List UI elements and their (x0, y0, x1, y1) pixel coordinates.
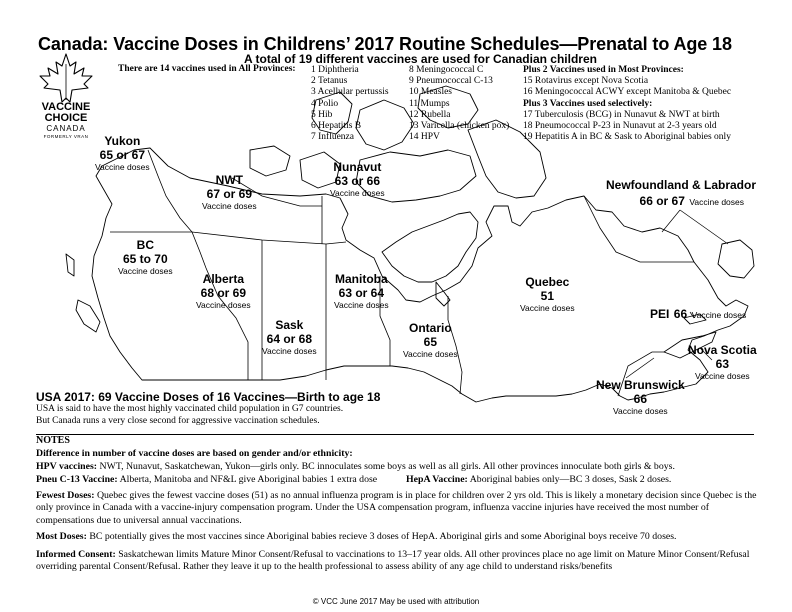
region-name: Newfoundland & Labrador (606, 178, 756, 192)
vaccine-item: 15 Rotavirus except Nova Scotia (523, 76, 649, 87)
note-text: Alberta, Manitoba and NF&L give Aboriginal babies 1 extra dose (119, 474, 378, 485)
vaccine-list-col1 (311, 65, 389, 143)
vaccine-item: 4 Polio (311, 98, 339, 109)
note-label: HepA Vaccine: (406, 474, 468, 485)
region-label: Vaccine doses (202, 201, 257, 211)
note-hpv (36, 461, 758, 473)
region-count: 68 or 69 (200, 286, 247, 300)
note-text: BC potentially gives the most vaccines since Aboriginal babies recieve 3 doses of HepA. Aboriginal girls and some Aboriginal boys receive 70 doses. (89, 531, 677, 542)
region-count: 65 to 70 (122, 252, 168, 266)
notes-divider (36, 434, 754, 435)
page-subtitle: A total of 19 different vaccines are used for Canadian children (244, 52, 597, 66)
note-text: Saskatchewan limits Mature Minor Consent/Refusal to vaccinations to 13–17 year olds. All other provinces place no age limit on Mature Minor Consent/Refusal overriding parental Consent/Refusal. Rather they leave it up to the health professional to assess ability of any age child to understand risks/benefits (36, 549, 750, 573)
note-text: Aboriginal babies only—BC 3 doses, Sask 2 doses. (469, 474, 672, 485)
vaccine-item: 18 Pneumococcal P-23 in Nunavut at 2-3 years old (523, 121, 717, 132)
region-name: NWT (215, 173, 243, 187)
region-label: Vaccine doses (695, 371, 750, 381)
vaccine-item: 10 Measles (409, 87, 453, 98)
note-pneu-hepa (36, 474, 758, 486)
region-name: Sask (275, 318, 304, 332)
logo-line-choice: CHOICE (44, 112, 88, 124)
newfoundland-island (718, 240, 754, 278)
footer-attribution: © VCC June 2017 May be used with attribution (312, 597, 480, 606)
region-ontario (403, 321, 458, 360)
region-label: Vaccine doses (403, 349, 458, 359)
region-sask (262, 318, 317, 357)
vaccine-item: 9 Pneumococcal C-13 (409, 76, 493, 87)
note-fewest (36, 490, 758, 527)
vaccine-item: 7 Influenza (311, 132, 354, 143)
region-label: Vaccine doses (95, 162, 150, 172)
region-name: Nunavut (333, 160, 382, 174)
note-difference-text: Difference in number of vaccine doses are based on gender and/or ethnicity: (36, 448, 353, 459)
all-provinces-heading: There are 14 vaccines used in All Provinces: (118, 64, 296, 74)
vaccine-item: 13 Varicella (chicken pox) (409, 121, 510, 132)
note-text: Quebec gives the fewest vaccine doses (51) as no annual influenza program is in place for children over 2 yrs old. This is likely a monetary decision since Quebec is the only province in Canada with a vaccine-injury compensation program. Under the USA compensation program, influenza vaccine injuries have received the most number of compensations due to universal annual vaccinations. (36, 490, 757, 526)
region-nova-scotia (688, 343, 757, 382)
region-name: Quebec (525, 275, 570, 289)
page-title: Canada: Vaccine Doses in Childrens’ 2017 Routine Schedules—Prenatal to Age 18 (38, 34, 732, 54)
usa-title: USA 2017: 69 Vaccine Doses of 16 Vaccines—Birth to age 18 (36, 390, 381, 404)
notes-heading: NOTES (36, 435, 70, 446)
region-count: 63 or 64 (338, 286, 385, 300)
region-label: Vaccine doses (613, 406, 668, 416)
vaccine-item: 5 Hib (311, 109, 333, 120)
logo-line-formerly: FORMERLY VRAN (43, 134, 89, 139)
region-count: 66 (673, 307, 688, 321)
region-name: BC (136, 238, 154, 252)
region-nwt (202, 173, 257, 212)
vaccine-item: 2 Tetanus (311, 76, 348, 87)
hudson-bay (382, 212, 478, 282)
region-name: New Brunswick (596, 378, 685, 392)
region-label: Vaccine doses (330, 188, 385, 198)
most-provinces-heading: Plus 2 Vaccines used in Most Provinces: (523, 65, 684, 75)
vaccine-item: 1 Diphtheria (311, 65, 359, 75)
logo-line-vaccine: VACCINE (41, 101, 91, 113)
region-count: 67 or 69 (206, 187, 253, 201)
maple-leaf-icon (30, 52, 102, 104)
logo-line-canada: CANADA (46, 124, 86, 133)
region-label: Vaccine doses (196, 300, 251, 310)
region-count: 65 (423, 335, 437, 349)
region-nunavut (330, 160, 385, 199)
vaccine-list-col2 (409, 65, 509, 143)
region-name: Nova Scotia (688, 343, 757, 357)
region-label: Vaccine doses (334, 300, 389, 310)
note-label: Pneu C-13 Vaccine: (36, 474, 118, 485)
note-label: HPV vaccines: (36, 461, 98, 472)
note-label: Most Doses: (36, 531, 87, 542)
region-count: 63 or 66 (334, 174, 381, 188)
region-name: Manitoba (334, 272, 388, 286)
vaccine-choice-logo (30, 52, 102, 162)
region-newfoundland (606, 178, 756, 210)
vaccine-item: 17 Tuberculosis (BCG) in Nunavut & NWT at birth (523, 109, 720, 120)
region-bc (118, 238, 173, 277)
note-difference (36, 448, 758, 460)
vaccine-list-col3 (523, 65, 731, 143)
vaccine-item: 16 Meningococcal ACWY except Manitoba & Quebec (523, 87, 732, 98)
region-quebec (520, 275, 575, 314)
vaccine-item: 6 Hepatitis B (311, 121, 362, 132)
region-count: 63 (715, 357, 730, 371)
region-label: Vaccine doses (691, 310, 747, 320)
region-yukon (95, 134, 150, 173)
region-name: PEI (650, 307, 670, 321)
note-consent (36, 549, 758, 574)
vaccine-item: 11 Mumps (409, 98, 450, 109)
vaccine-item: 14 HPV (409, 132, 440, 143)
selective-heading: Plus 3 Vaccines used selectively: (523, 98, 653, 109)
usa-line: USA is said to have the most highly vaccinated child population in G7 countries. (36, 404, 344, 414)
region-count: 66 (633, 392, 648, 406)
vaccine-item: 19 Hepatitis A in BC & Sask to Aboriginal babies only (523, 132, 731, 143)
border-yukon-nwt (148, 150, 192, 232)
vaccine-item: 12 Rubella (409, 109, 451, 120)
note-label: Fewest Doses: (36, 490, 95, 501)
note-text: NWT, Nunavut, Saskatchewan, Yukon—girls only. BC innoculates some boys as well as all girls. All other provinces innoculate both girls & boys. (99, 461, 675, 472)
region-label: Vaccine doses (118, 266, 173, 276)
region-label: Vaccine doses (689, 197, 744, 207)
region-name: Yukon (104, 134, 141, 148)
region-manitoba (334, 272, 389, 311)
note-label: Informed Consent: (36, 549, 116, 560)
note-most (36, 531, 758, 543)
region-count: 66 or 67 (639, 194, 685, 208)
region-count: 65 or 67 (99, 148, 146, 162)
vaccine-item: 3 Acellular pertussis (311, 87, 389, 98)
region-name: Alberta (202, 272, 244, 286)
vaccine-item: 8 Meningococcal C (409, 65, 484, 75)
region-label: Vaccine doses (520, 303, 575, 313)
region-label: Vaccine doses (262, 346, 317, 356)
region-new-brunswick (596, 378, 685, 417)
region-count: 64 or 68 (266, 332, 313, 346)
region-pei (650, 305, 746, 323)
region-name: Ontario (408, 321, 452, 335)
region-count: 51 (540, 289, 554, 303)
usa-line: But Canada runs a very close second for aggressive vaccination schedules. (36, 416, 320, 426)
region-alberta (196, 272, 251, 311)
